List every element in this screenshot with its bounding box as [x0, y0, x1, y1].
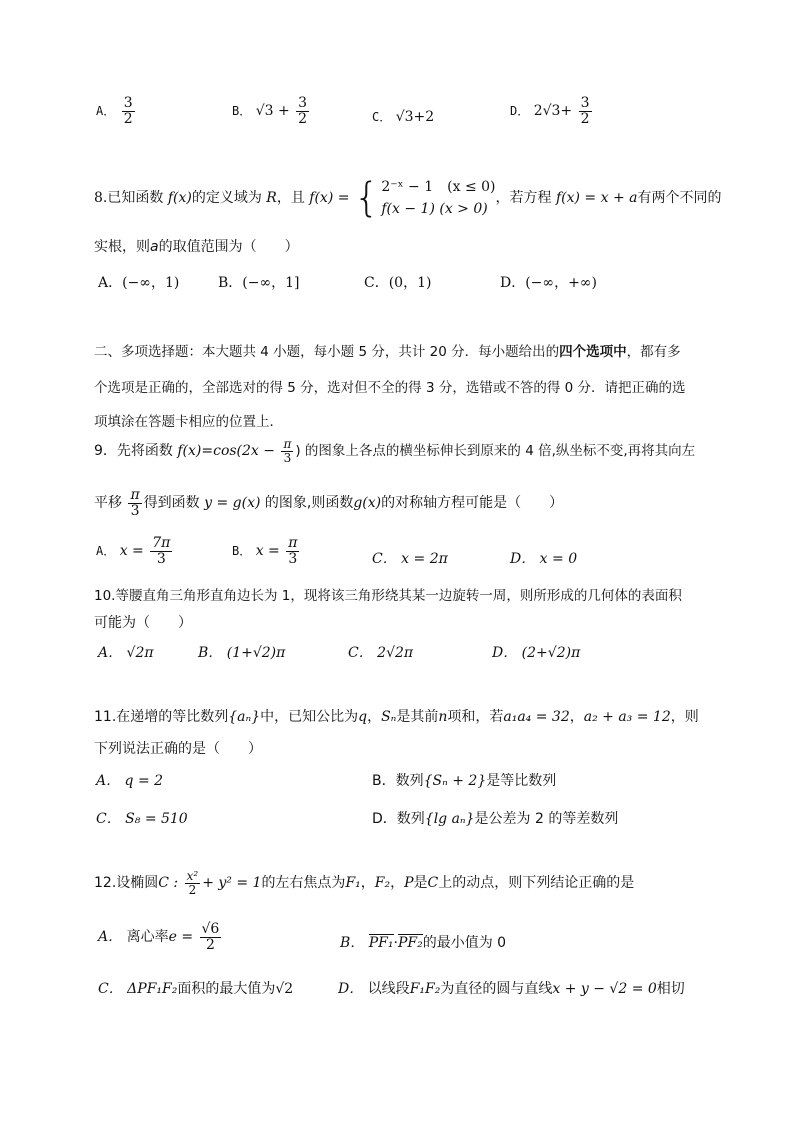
- vector-pf2: PF₂: [397, 935, 423, 951]
- q8-option-b: B．(−∞，1]: [218, 275, 300, 291]
- q10-option-a: A． √2π: [98, 645, 154, 661]
- question-10-line-2: 可能为（ ）: [94, 615, 192, 631]
- q11-option-c: C． S₈ = 510: [96, 811, 188, 827]
- question-12-line-1: 12.设椭圆C : $\frac{\text{x²}}{2}$ + y² = 1的左右焦点为F₁，F₂，P是C上的动点，则下列结论正确的是: [94, 869, 635, 897]
- q10-option-b: B． (1+√2)π: [198, 645, 286, 661]
- section-2-heading: 二、多项选择题：本大题共 4 小题，每小题 5 分，共计 20 分．每小题给出的四个选项中，都有多: [94, 344, 681, 360]
- question-9-line-2: 平移 $\frac{\pi}{3}$ 得到函数 y = g(x) 的图象,则函数g(x)的对称轴方程可能是（ ）: [94, 487, 564, 519]
- q8-option-d: D．(−∞，+∞): [500, 275, 597, 291]
- question-9-line-1: 9．先将函数 f(x)=cos(2x − $\frac{\pi}{3}$ ) 的图象上各点的横坐标伸长到原来的 4 倍,纵坐标不变,再将其向左: [94, 437, 696, 465]
- q9-option-d: D． x = 0: [510, 551, 578, 567]
- question-10-line-1: 10.等腰直角三角形直角边长为 1，现将该三角形绕其某一边旋转一周，则所形成的几何体的表面积: [94, 588, 682, 604]
- q12-option-b: B． PF₁·PF₂的最小值为 0: [340, 935, 507, 951]
- question-8-line-1: 8.已知函数 f(x)的定义域为 R，且 f(x) = { 2⁻ˣ − 1 (x ≤ 0) f(x − 1) (x > 0) ，若方程 f(x) = x + a有两个不同的: [94, 175, 722, 221]
- q7-option-d: D． 2√3+ $\frac{3}{2}$: [510, 95, 590, 127]
- q7-a-fraction: $\frac{3}{2}$: [123, 95, 133, 127]
- q8-option-c: C．(0，1): [364, 275, 432, 291]
- q9-option-b: B． x = $\frac{\pi}{3}$: [232, 535, 298, 567]
- q12-option-a: A． 离心率e = $\frac{√6}{2}$: [98, 921, 220, 953]
- section-2-line-2: 个选项是正确的，全部选对的得 5 分，选对但不全的得 3 分，选错或不答的得 0 分．请把正确的选: [94, 380, 686, 396]
- q11-option-a: A． q = 2: [96, 773, 164, 789]
- q8-option-a: A．(−∞，1): [98, 275, 180, 291]
- question-11-line-2: 下列说法正确的是（ ）: [94, 741, 262, 757]
- vector-pf1: PF₁: [368, 935, 394, 951]
- q10-option-d: D． (2+√2)π: [492, 645, 581, 661]
- q9-option-c: C． x = 2π: [372, 551, 448, 567]
- q12-option-c: C． ΔPF₁F₂面积的最大值为√2: [98, 981, 294, 997]
- piecewise-cases: 2⁻ˣ − 1 (x ≤ 0) f(x − 1) (x > 0): [381, 179, 496, 217]
- q11-option-d: D．数列{lg aₙ}是公差为 2 的等差数列: [372, 811, 619, 827]
- q7-option-a: A． $\frac{3}{2}$: [96, 95, 133, 127]
- piecewise-brace: {: [353, 175, 380, 221]
- q9-option-a: A． x = $\frac{7\pi}{3}$: [96, 535, 171, 567]
- section-2-line-3: 项填涂在答题卡相应的位置上．: [94, 414, 283, 430]
- q12-option-d: D． 以线段F₁F₂为直径的圆与直线x + y − √2 = 0相切: [338, 981, 685, 997]
- question-8-line-2: 实根，则a的取值范围为（ ）: [94, 239, 299, 255]
- question-11-line-1: 11.在递增的等比数列{aₙ}中，已知公比为q，Sₙ是其前n项和，若a₁a₄ = 32，a₂ + a₃ = 12，则: [94, 709, 699, 725]
- q11-option-b: B．数列{Sₙ + 2}是等比数列: [372, 773, 557, 789]
- q7-option-c: C． √3+2: [372, 109, 435, 125]
- q10-option-c: C． 2√2π: [348, 645, 414, 661]
- q7-option-b: B． √3 + $\frac{3}{2}$: [232, 95, 308, 127]
